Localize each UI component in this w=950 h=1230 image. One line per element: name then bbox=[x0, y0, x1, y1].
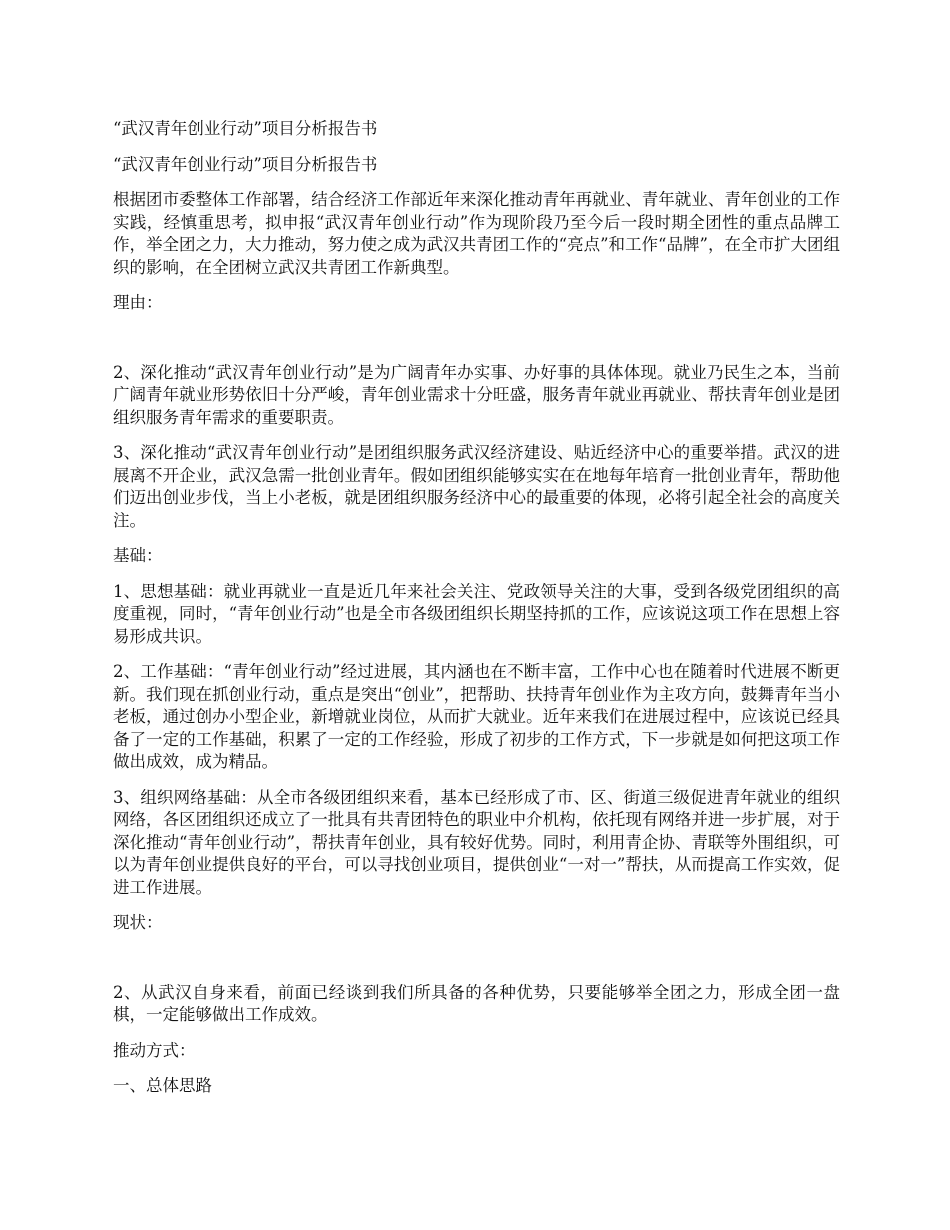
reason-3-paragraph: 3、深化推动“武汉青年创业行动”是团组织服务武汉经济建设、贴近经济中心的重要举措。武汉的进展离不开企业，武汉急需一批创业青年。假如团组织能够实实在在地每年培育一批创业青年，帮助他们迈出创业步伐，当上小老板，就是团组织服务经济中心的最重要的体现，必将引起全社会的高度关注。 bbox=[113, 443, 840, 530]
basis-heading: 基础： bbox=[113, 546, 163, 565]
basis-3-paragraph: 3、组织网络基础：从全市各级团组织来看，基本已经形成了市、区、街道三级促进青年就业的组织网络，各区团组织还成立了一批具有共青团特色的职业中介机构，依托现有网络并进一步扩展，对于深化推动“青年创业行动”，帮扶青年创业，具有较好优势。同时，利用青企协、青联等外围组织，可以为青年创业提供良好的平台，可以寻找创业项目，提供创业“一对一”帮扶，从而提高工作实效，促进工作进展。 bbox=[113, 787, 840, 897]
basis-2-paragraph: 2、工作基础：“青年创业行动”经过进展，其内涵也在不断丰富，工作中心也在随着时代进展不断更新。我们现在抓创业行动，重点是突出“创业”，把帮助、扶持青年创业作为主攻方向，鼓舞青年当小老板，通过创办小型企业，新增就业岗位，从而扩大就业。近年来我们在进展过程中，应该说已经具备了一定的工作基础，积累了一定的工作经验，形成了初步的工作方式，下一步就是如何把这项工作做出成效，成为精品。 bbox=[113, 662, 840, 771]
document-subtitle: “武汉青年创业行动”项目分析报告书 bbox=[113, 154, 378, 174]
blank-space bbox=[113, 328, 840, 362]
status-heading: 现状： bbox=[113, 913, 163, 932]
reason-2-paragraph: 2、深化推动“武汉青年创业行动”是为广阔青年办实事、办好事的具体体现。就业乃民生之本，当前广阔青年就业形势依旧十分严峻，青年创业需求十分旺盛，服务青年就业再就业、帮扶青年创业是团组织服务青年需求的重要职责。 bbox=[113, 362, 840, 427]
basis-1-paragraph: 1、思想基础：就业再就业一直是近几年来社会关注、党政领导关注的大事，受到各级党团组织的高度重视，同时，“青年创业行动”也是全市各级团组织长期坚持抓的工作，应该说这项工作在思想上容易形成共识。 bbox=[113, 581, 840, 646]
status-2-paragraph: 2、从武汉自身来看，前面已经谈到我们所具备的各种优势，只要能够举全团之力，形成全团一盘棋，一定能够做出工作成效。 bbox=[113, 982, 840, 1024]
methods-heading: 推动方式： bbox=[113, 1040, 196, 1060]
intro-paragraph: 根据团市委整体工作部署，结合经济工作部近年来深化推动青年再就业、青年就业、青年创业的工作实践，经慎重思考，拟申报“武汉青年创业行动”作为现阶段乃至今后一段时期全团性的重点品牌工作，举全团之力，大力推动，努力使之成为武汉共青团工作的“亮点”和工作“品牌”，在全市扩大团组织的影响，在全团树立武汉共青团工作新典型。 bbox=[113, 190, 840, 277]
document-page bbox=[113, 118, 840, 1111]
reasons-heading: 理由： bbox=[113, 293, 163, 312]
document-title: “武汉青年创业行动”项目分析报告书 bbox=[113, 119, 378, 138]
overall-approach-heading: 一、总体思路 bbox=[113, 1076, 212, 1095]
blank-space bbox=[113, 948, 840, 982]
